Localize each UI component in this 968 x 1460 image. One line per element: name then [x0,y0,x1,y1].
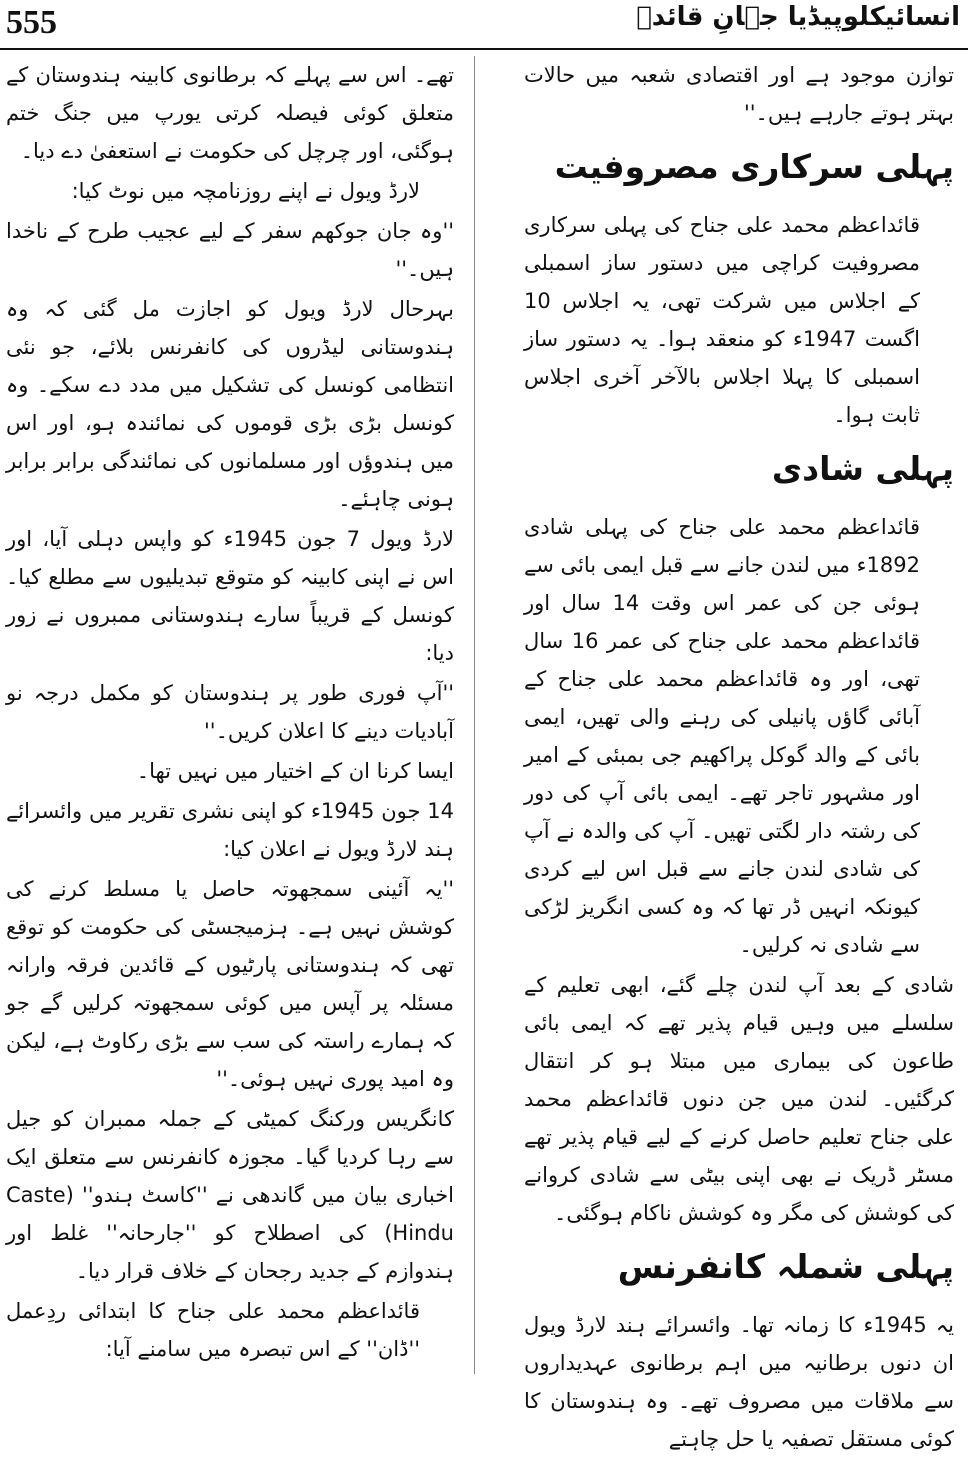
paragraph-dawn-reaction: قائداعظم محمد علی جناح کا ابتدائی ردِعمل ''ڈان'' کے اس تبصرہ میں سامنے آیا: [6,1299,420,1361]
paragraph-official-engagement: قائداعظم محمد علی جناح کی پہلی سرکاری مصروفیت کراچی میں دستور ساز اسمبلی کے اجلاس میں شرکت تھی، یہ اجلاس 10 اگست 1947ء کو منعقد ہوا۔ یہ دستور ساز اسمبلی کا پہلا اجلاس بالآخر آخری اجلاس ثابت ہوا۔ [524,213,920,427]
quote-diary: ''وہ جان جوکھم سفر کے لیے عجیب طرح کے ناخدا ہیں۔'' [6,219,454,281]
quote-dominion-status: ''آپ فوری طور پر ہندوستان کو مکمل درجہ نو آبادیات دینے کا اعلان کریں۔'' [6,681,454,743]
paragraph-wavell-return: لارڈ ویول 7 جون 1945ء کو واپس دہلی آیا، اور اس نے اپنی کابینہ کو متوقع تبدیلیوں سے مطلع کیا۔ کونسل کے قریباً سارے ہندوستانی ممبروں نے زور دیا: [6,527,454,665]
column-divider [474,56,475,1374]
heading-first-marriage: پہلی شادی [771,449,954,488]
header-rule [0,48,968,50]
left-column [6,56,454,1370]
paragraph-congress-release: کانگریس ورکنگ کمیٹی کے جملہ ممبران کو جیل سے رہا کردیا گیا۔ مجوزہ کانفرنس سے متعلق ایک اخباری بیان میں گاندھی نے ''کاسٹ ہندو'' (Caste Hindu) کی اصطلاح کو ''جارحانہ'' غلط اور ہندوازم کے جدید رجحان کے خلاف قرار دیا۔ [6,1107,454,1283]
quote-broadcast: ''یہ آئینی سمجھوتہ حاصل یا مسلط کرنے کی کوشش نہیں ہے۔ ہزمیجسٹی کی حکومت کو توقع تھی کہ ہندوستانی پارٹیوں کے قائدین فرقہ وارانہ مسئلہ پر آپس میں کوئی سمجھوتہ کرلیں گے جو کہ ہمارے راستہ کی سب سے بڑی رکاوٹ ہے، لیکن وہ امید پوری نہیں ہوئی۔'' [6,877,454,1091]
right-column [524,56,954,1460]
heading-first-official-engagement: پہلی سرکاری مصروفیت [554,147,954,186]
heading-first-simla-conference: پہلی شملہ کانفرنس [617,1247,954,1286]
paragraph-after-marriage: شادی کے بعد آپ لندن چلے گئے، ابھی تعلیم کے سلسلے میں وہیں قیام پذیر تھے کہ ایمی بائی طاعون کی بیماری میں مبتلا ہو کر انتقال کرگئیں۔ لندن میں جن دنوں قائداعظم محمد علی جناح تعلیم حاصل کرنے کے لیے قیام پذیر تھے مسٹر ڈریک نے بھی اپنی بیٹی سے شادی کروانے کی کوشش کی مگر وہ کوشش ناکام ہوگئی۔ [524,973,954,1225]
page-header [0,0,968,52]
paragraph-first-marriage: قائداعظم محمد علی جناح کی پہلی شادی 1892ء میں لندن جانے سے قبل ایمی بائی سے ہوئی جن کی عمر اس وقت 14 سال اور قائداعظم محمد علی جناح کی عمر 16 سال تھی، اور وہ قائداعظم محمد علی جناح کے آبائی گاؤں پانیلی کی رہنے والی تھیں، ایمی بائی کے والد گوکل پراکھیم جی بمبئی کے امیر اور مشہور تاجر تھے۔ ایمی بائی آپ کی دور کی رشتہ دار لگتی تھیں۔ آپ کی والدہ نے آپ کی شادی لندن جانے سے قبل اس لیے کردی کیونکہ انہیں ڈر تھا کہ وہ کسی انگریز لڑکی سے شادی نہ کرلیں۔ [523,515,920,957]
paragraph-broadcast: 14 جون 1945ء کو اپنی نشری تقریر میں وائسرائے ہند لارڈ ویول نے اعلان کیا: [6,799,454,861]
intro-paragraph: توازن موجود ہے اور اقتصادی شعبہ میں حالات بہتر ہوتے جارہے ہیں۔'' [524,63,954,125]
paragraph-simla-conference: یہ 1945ء کا زمانہ تھا۔ وائسرائے ہند لارڈ ویول ان دنوں برطانیہ میں اہم برطانوی عہدیداروں سے ملاقات میں مصروف تھے۔ وہ ہندوستان کا کوئی مستقل تصفیہ یا حل چاہتے [524,1313,955,1451]
page-number: 555 [6,4,57,41]
paragraph-authority: ایسا کرنا ان کے اختیار میں نہیں تھا۔ [136,759,454,783]
running-title: انسائیکلوپیڈیا جہانِ قائدؒ [636,2,960,32]
paragraph-council: بہرحال لارڈ ویول کو اجازت مل گئی کہ وہ ہندوستانی لیڈروں کی کانفرنس بلائے، جو نئی انتظامی کونسل کی تشکیل میں مدد دے سکے۔ وہ کونسل بڑی بڑی قوموں کی نمائندہ ہو، اور اس میں ہندوؤں اور مسلمانوں کی نمائندگی برابر برابر ہونی چاہئے۔ [6,297,454,511]
paragraph-cabinet: تھے۔ اس سے پہلے کہ برطانوی کابینہ ہندوستان کے متعلق کوئی فیصلہ کرتی یورپ میں جنگ ختم ہوگئی، اور چرچل کی حکومت نے استعفیٰ دے دیا۔ [6,63,454,163]
paragraph-diary-note: لارڈ ویول نے اپنے روزنامچہ میں نوٹ کیا: [71,179,420,203]
